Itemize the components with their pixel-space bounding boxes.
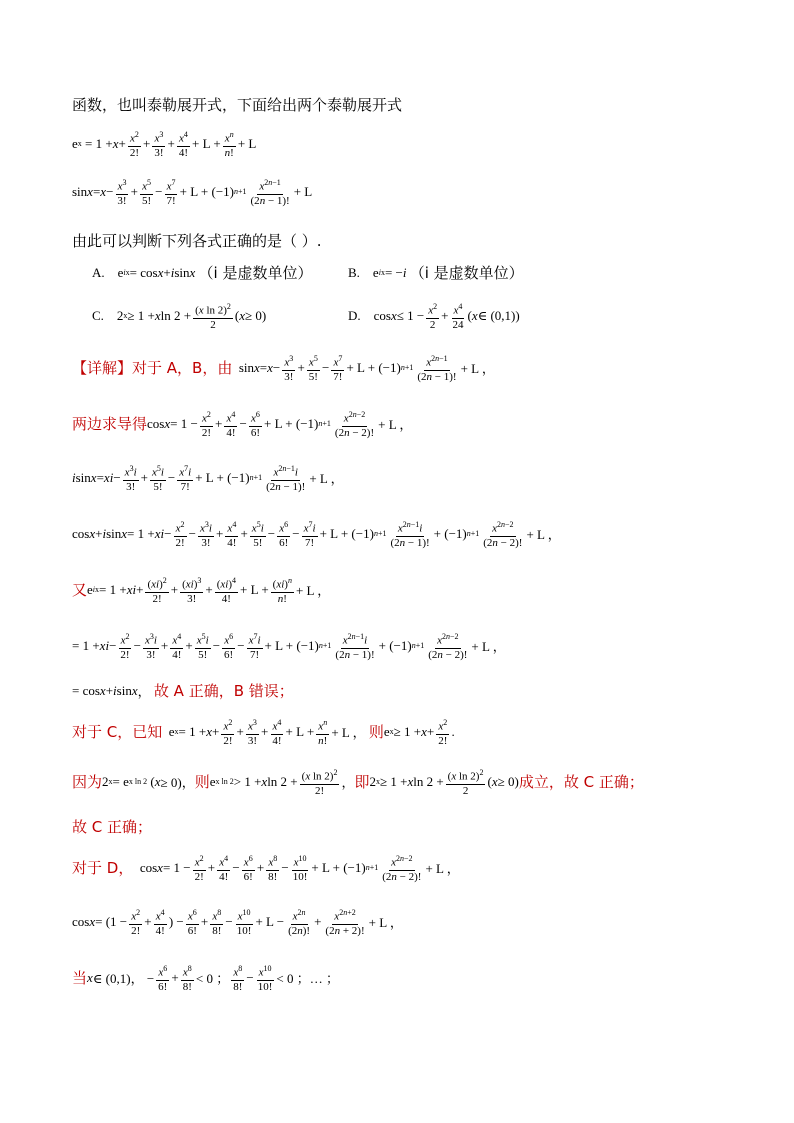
- sinx-expansion: sin x = x − $\frac{x^3}{3!}$ + $\frac{x^5}{5!}$ − $\frac{x^7}{7!}$ + L + (−1) n+1 $\frac{x^{2n-1}}{(2n - 1)!}$ + L: [72, 178, 313, 207]
- intro-text: 函数，也叫泰勒展开式，下面给出两个泰勒展开式: [72, 96, 403, 114]
- solution-cos-plus-isin: cos x + i sin x = 1 + x i − $\frac{x^2}{2!}$ − $\frac{x^3i}{3!}$ + $\frac{x^4}{4!}$ + $\frac{x^5i}{5!}$ − $\frac{x^6}{6!}$ − $\frac{x^7i}{7!}$ + L + (−1) n+1 $\frac{x^{2n-1}i}{(2n - 1)!}$ + (−1) n+1 $\frac{x^{2n-2}}{(2n - 2)!}$ + L ，: [72, 520, 561, 549]
- solution-ab-conclusion: = cos x + i sin x ， 故 A 正确，B 错误；: [72, 682, 294, 700]
- solution-c-because: 因为 2 x = e x ln 2 ( x ≥ 0)， 则 e x ln 2 > 1 + x ln 2 + $\frac{(x \ln 2)^2}{2!}$ ， 即 2 x ≥ 1 + x ln 2 + $\frac{(x \ln 2)^2}{2}$ ( x ≥ 0) 成立，故 C 正确；: [72, 768, 644, 797]
- question-text: 由此可以判断下列各式正确的是（ ）.: [72, 232, 322, 250]
- solution-d-grouped: cos x = (1 − $\frac{x^2}{2!}$ + $\frac{x^4}{4!}$ ) − $\frac{x^6}{6!}$ + $\frac{x^8}{8!}$ − $\frac{x^{10}}{10!}$ + L − $\frac{x^{2n}}{(2n)!}$ + $\frac{x^{2n+2}}{(2n + 2)!}$ + L ，: [72, 908, 403, 937]
- solution-c-known: 对于 C，已知 e x = 1 + x + $\frac{x^2}{2!}$ + $\frac{x^3}{3!}$ + $\frac{x^4}{4!}$ + L + $\frac{x^n}{n!}$ + L ， 则 e x ≥ 1 + x + $\frac{x^2}{2!}$ .: [72, 718, 455, 747]
- solution-d: 对于 D， cos x = 1 − $\frac{x^2}{2!}$ + $\frac{x^4}{4!}$ − $\frac{x^6}{6!}$ + $\frac{x^8}{8!}$ − $\frac{x^{10}}{10!}$ + L + (−1) n+1 $\frac{x^{2n-2}}{(2n - 2)!}$ + L ，: [72, 854, 460, 883]
- option-b: B. e ix = − i （i 是虚数单位）: [348, 264, 524, 282]
- solution-ab: 【详解】 对于 A，B，由 sin x = x − $\frac{x^3}{3!}$ + $\frac{x^5}{5!}$ − $\frac{x^7}{7!}$ + L + (−1) n+1 $\frac{x^{2n-1}}{(2n - 1)!}$ + L ，: [72, 354, 495, 383]
- option-c: C. 2 x ≥ 1 + x ln 2 + $\frac{(x \ln 2)^2}{2}$ ( x ≥ 0): [92, 302, 267, 331]
- ex-expansion: e x = 1 + x + $\frac{x^2}{2!}$ + $\frac{x^3}{3!}$ + $\frac{x^4}{4!}$ + L + $\frac{x^n}{n!}$ + L: [72, 130, 257, 159]
- solution-derivative: 两边求导得 cos x = 1 − $\frac{x^2}{2!}$ + $\frac{x^4}{4!}$ − $\frac{x^6}{6!}$ + L + (−1) n+1 $\frac{x^{2n-2}}{(2n - 2)!}$ + L ，: [72, 410, 413, 439]
- solution-eix: 又 e ix = 1 + x i + $\frac{(xi)^2}{2!}$ + $\frac{(xi)^3}{3!}$ + $\frac{(xi)^4}{4!}$ + L + $\frac{(xi)^n}{n!}$ + L ，: [72, 576, 331, 605]
- option-a: A. e ix = cos x + i sin x （i 是虚数单位）: [92, 264, 313, 282]
- solution-c-correct: 故 C 正确；: [72, 818, 153, 836]
- solution-eix-expanded: = 1 + x i − $\frac{x^2}{2!}$ − $\frac{x^3i}{3!}$ + $\frac{x^4}{4!}$ + $\frac{x^5i}{5!}$ − $\frac{x^6}{6!}$ − $\frac{x^7i}{7!}$ + L + (−1) n+1 $\frac{x^{2n-1}i}{(2n - 1)!}$ + (−1) n+1 $\frac{x^{2n-2}}{(2n - 2)!}$ + L ，: [72, 632, 506, 661]
- solution-isinx: i sin x = x i − $\frac{x^3i}{3!}$ + $\frac{x^5i}{5!}$ − $\frac{x^7i}{7!}$ + L + (−1) n+1 $\frac{x^{2n-1}i}{(2n - 1)!}$ + L ，: [72, 464, 344, 493]
- option-d: D. cos x ≤ 1 − $\frac{x^2}{2}$ + $\frac{x^4}{24}$ ( x ∈ (0,1)): [348, 302, 520, 331]
- solution-d-when: 当 x ∈ (0,1)， − $\frac{x^6}{6!}$ + $\frac{x^8}{8!}$ < 0 ； $\frac{x^8}{8!}$ − $\frac{x^{10}}{10!}$ < 0 ；… ；: [72, 964, 339, 993]
